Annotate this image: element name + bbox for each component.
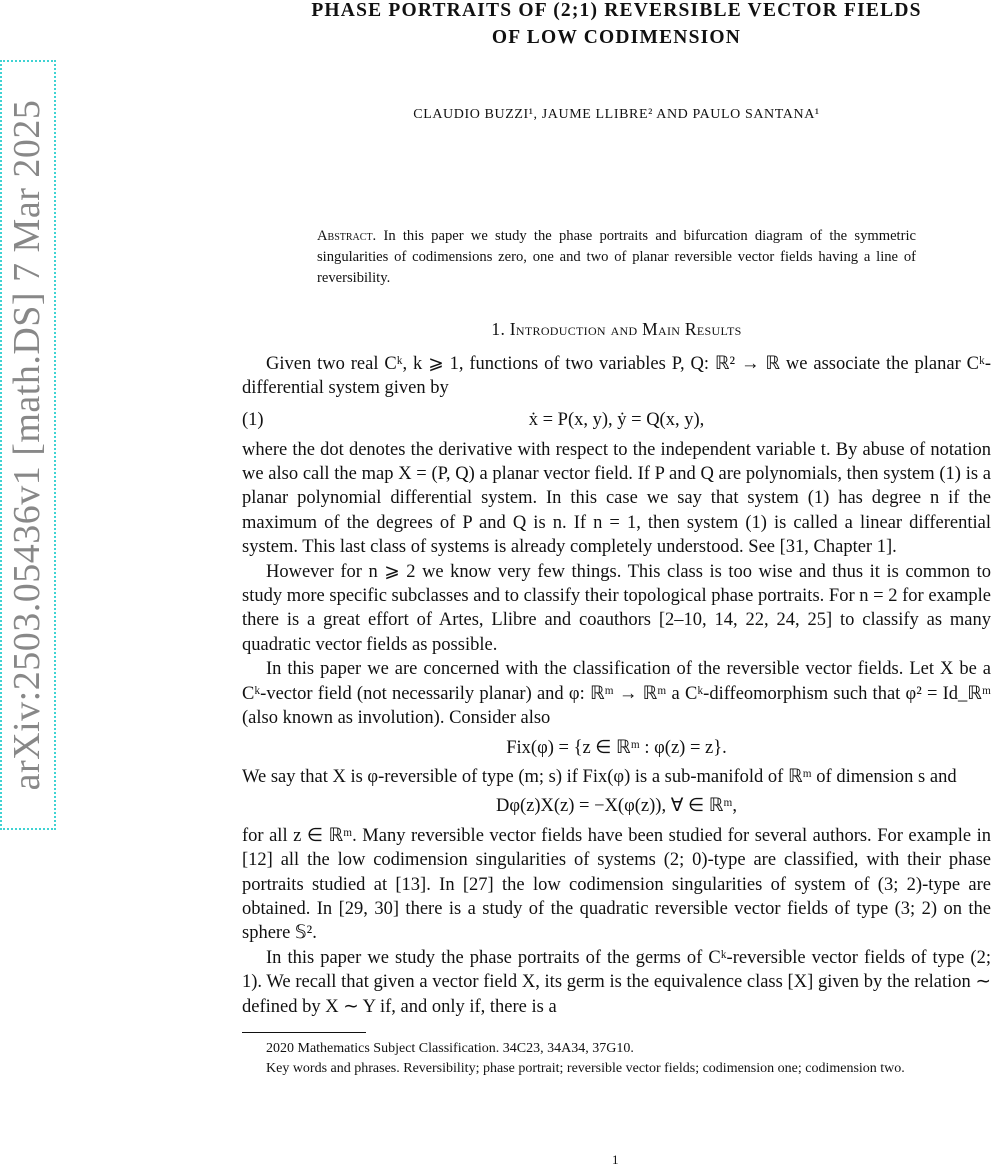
equation-fix: Fix(φ) = {z ∈ ℝᵐ : φ(z) = z}. [506, 737, 727, 758]
section-heading: 1. Introduction and Main Results [491, 319, 742, 340]
footnotes [242, 1039, 991, 1079]
authors: CLAUDIO BUZZI¹, JAUME LLIBRE² AND PAULO SANTANA¹ [413, 107, 820, 122]
paragraph-6: for all z ∈ ℝᵐ. Many reversible vector fields have been studied for several authors. For example in [12] all the low codimension singularities of systems (2; 0)-type are classified, with their phase portraits studied at [13]. In [27] the low codimension singularities of system of (3; 2)-type are obtained. In [29, 30] there is a study of the quadratic reversible vector fields of type (3; 2) on the sphere 𝕊². [242, 825, 991, 944]
paragraph-1: Given two real Cᵏ, k ⩾ 1, functions of two variables P, Q: ℝ² → ℝ we associate the planar Cᵏ-differential system given by [242, 353, 991, 399]
footnote-msc: 2020 Mathematics Subject Classification. 34C23, 34A34, 37G10. [266, 1040, 634, 1056]
paragraph-7: In this paper we study the phase portraits of the germs of Cᵏ-reversible vector fields of type (2; 1). We recall that given a vector field X, its germ is the equivalence class [X] given by the relation ∼ defined by X ∼ Y if, and only if, there is a [242, 947, 991, 1017]
page-number: 1 [612, 1152, 619, 1167]
footnote-rule [242, 1032, 366, 1033]
abstract-text: In this paper we study the phase portraits and bifurcation diagram of the symmetric singularities of codimensions zero, one and two of planar reversible vector fields having a line of reversibility. [317, 228, 916, 287]
equation-reversibility: Dφ(z)X(z) = −X(φ(z)), ∀ ∈ ℝᵐ, [495, 796, 738, 817]
paper-title [242, 0, 991, 51]
arxiv-identifier: arXiv:2503.05436v1 [math.DS] 7 Mar 2025 [6, 99, 48, 791]
equation-1 [242, 408, 991, 438]
paper-page [242, 0, 991, 1079]
paragraph-2: where the dot denotes the derivative with respect to the independent variable t. By abuse of notation we also call the map X = (P, Q) a planar vector field. If P and Q are polynomials, then system (1) is a planar polynomial differential system. In this case we say that system (1) has degree n if the maximum of the degrees of P and Q is n. If n = 1, then system (1) is called a linear differential system. This last class of systems is already completely understood. See [31, Chapter 1]. [242, 439, 991, 558]
equation-1-body: ẋ = P(x, y), ẏ = Q(x, y), [528, 409, 705, 430]
abstract [317, 226, 916, 289]
title-line-2: OF LOW CODIMENSION [491, 27, 742, 48]
footnote-keywords: Key words and phrases. Reversibility; phase portrait; reversible vector fields; codimension one; codimension two. [266, 1060, 905, 1076]
paragraph-4: In this paper we are concerned with the classification of the reversible vector fields. Let X be a Cᵏ-vector field (not necessarily planar) and φ: ℝᵐ → ℝᵐ a Cᵏ-diffeomorphism such that φ² = Id_ℝᵐ (also known as involution). Consider also [242, 659, 991, 729]
title-line-1: PHASE PORTRAITS OF (2;1) REVERSIBLE VECTOR FIELDS [311, 0, 922, 21]
abstract-label: Abstract. [317, 228, 377, 245]
paragraph-3: However for n ⩾ 2 we know very few things. This class is too wise and thus it is common to study more specific subclasses and to classify their topological phase portraits. For n = 2 for example there is a great effort of Artes, Llibre and coauthors [2–10, 14, 22, 24, 25] to classify as many quadratic vector fields as possible. [242, 561, 991, 655]
paragraph-5: We say that X is φ-reversible of type (m; s) if Fix(φ) is a sub-manifold of ℝᵐ of dimension s and [242, 766, 957, 787]
equation-1-label: (1) [242, 409, 264, 430]
